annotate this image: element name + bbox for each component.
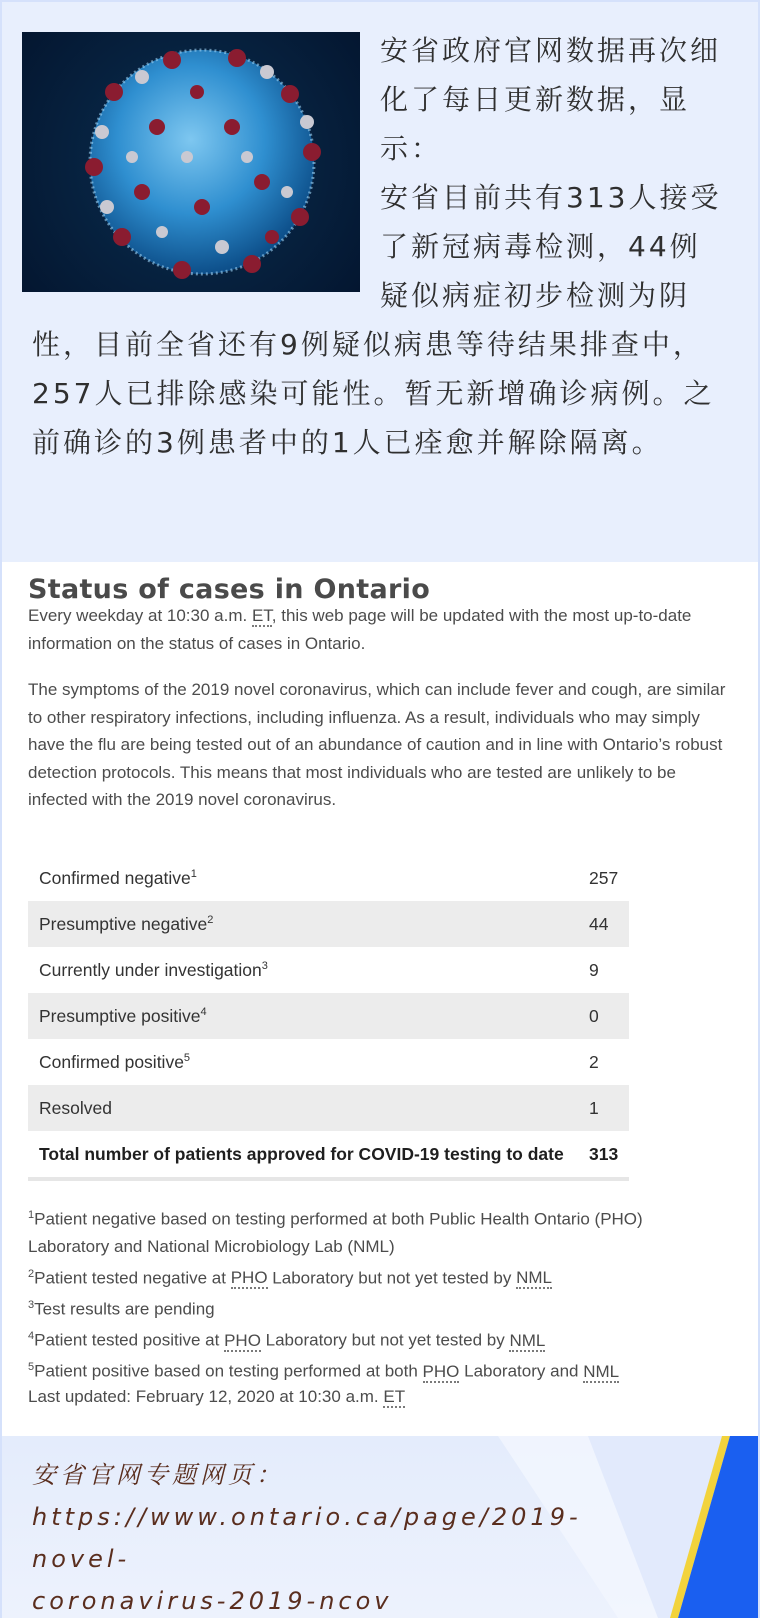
row-label: Currently under investigation$^3$ bbox=[39, 959, 268, 980]
nml-abbr: NML bbox=[509, 1330, 546, 1350]
status-title: Status of cases in Ontario bbox=[28, 574, 431, 605]
last-updated: Last updated: February 12, 2020 at 10:30 a.m. ET bbox=[28, 1387, 406, 1406]
cn-paragraph-2: 安省目前共有313人接受了新冠病毒检测，44例疑似病症初步检测为阴性，目前全省还有9例疑似病患等待结果排查中，257人已排除感染可能性。暂无新增确诊病例。之前确诊的3例患者中的1人已痊愈并解除隔离。 bbox=[32, 181, 722, 459]
total-label: Total number of patients approved for COVID-19 testing to date bbox=[39, 1143, 564, 1164]
footnote-4: $^4$Patient tested positive at PHO Laboratory but not yet tested by NML bbox=[28, 1329, 546, 1350]
table-row bbox=[28, 855, 629, 901]
row-label: Presumptive positive$^4$ bbox=[28, 993, 589, 1039]
intro-text: Every weekday at 10:30 a.m. bbox=[28, 606, 252, 625]
et-abbr: ET bbox=[251, 606, 272, 625]
row-value: 44 bbox=[589, 901, 629, 947]
link-url-line-1[interactable]: https://www.ontario.ca/page/2019-novel- bbox=[32, 1503, 582, 1573]
coronavirus-image bbox=[22, 32, 360, 292]
status-section bbox=[2, 562, 758, 1436]
table-row bbox=[28, 901, 629, 947]
row-value: 0 bbox=[589, 993, 629, 1039]
table-row bbox=[28, 947, 629, 993]
nml-abbr: NML bbox=[583, 1361, 620, 1381]
footnote-1: $^1$Patient negative based on testing performed at both Public Health Ontario (PHO) Laboratory and National Microbiology Lab (NML) bbox=[28, 1209, 643, 1257]
table-row bbox=[28, 993, 629, 1039]
footnote-5: $^5$Patient positive based on testing performed at both PHO Laboratory and NML bbox=[28, 1361, 620, 1381]
row-label: Confirmed positive$^5$ bbox=[39, 1051, 191, 1072]
row-label: Confirmed negative$^1$ bbox=[39, 867, 197, 888]
table-row bbox=[28, 1085, 629, 1131]
intro-section bbox=[2, 2, 758, 562]
total-row bbox=[28, 1131, 629, 1179]
footnote-2: $^2$Patient tested negative at PHO Laboratory but not yet tested by NML bbox=[28, 1267, 553, 1288]
row-value: 1 bbox=[589, 1085, 629, 1131]
nml-abbr: NML bbox=[516, 1268, 553, 1288]
footnotes bbox=[28, 1202, 728, 1385]
et-abbr: ET bbox=[383, 1387, 406, 1406]
pho-abbr: PHO bbox=[224, 1330, 261, 1350]
row-value: 257 bbox=[589, 867, 619, 888]
footnote-3: $^3$Test results are pending bbox=[28, 1298, 215, 1319]
intro-paragraph bbox=[28, 602, 728, 657]
symptoms-paragraph: The symptoms of the 2019 novel coronavirus, which can include fever and cough, are similar to other respiratory infections, including influenza. As a result, individuals who may simply have the flu are being tested out of an abundance of caution and in line with Ontario’s robust detection protocols. This means that most individuals who are tested are unlikely to be infected with the 2019 novel coronavirus. bbox=[28, 680, 726, 809]
row-label: Presumptive negative$^2$ bbox=[28, 901, 589, 947]
intro-text-rest: , this web page will be updated with the most up-to-date information on the status of cases in Ontario. bbox=[28, 606, 692, 653]
pho-abbr: PHO bbox=[230, 1268, 268, 1288]
link-url-line-2[interactable]: coronavirus-2019-ncov bbox=[32, 1587, 393, 1615]
cases-table bbox=[28, 855, 629, 1181]
total-value: 313 bbox=[589, 1143, 619, 1164]
topic-link[interactable] bbox=[32, 1454, 672, 1618]
link-label: 安省官网专题网页： bbox=[32, 1461, 284, 1489]
row-label: Resolved bbox=[28, 1085, 589, 1131]
pho-abbr: PHO bbox=[422, 1361, 460, 1381]
row-value: 9 bbox=[589, 959, 599, 980]
row-value: 2 bbox=[589, 1051, 599, 1072]
table-row bbox=[28, 1039, 629, 1085]
footer-section bbox=[2, 1436, 758, 1618]
cn-paragraph-1: 安省政府官网数据再次细化了每日更新数据，显示： bbox=[380, 34, 722, 165]
